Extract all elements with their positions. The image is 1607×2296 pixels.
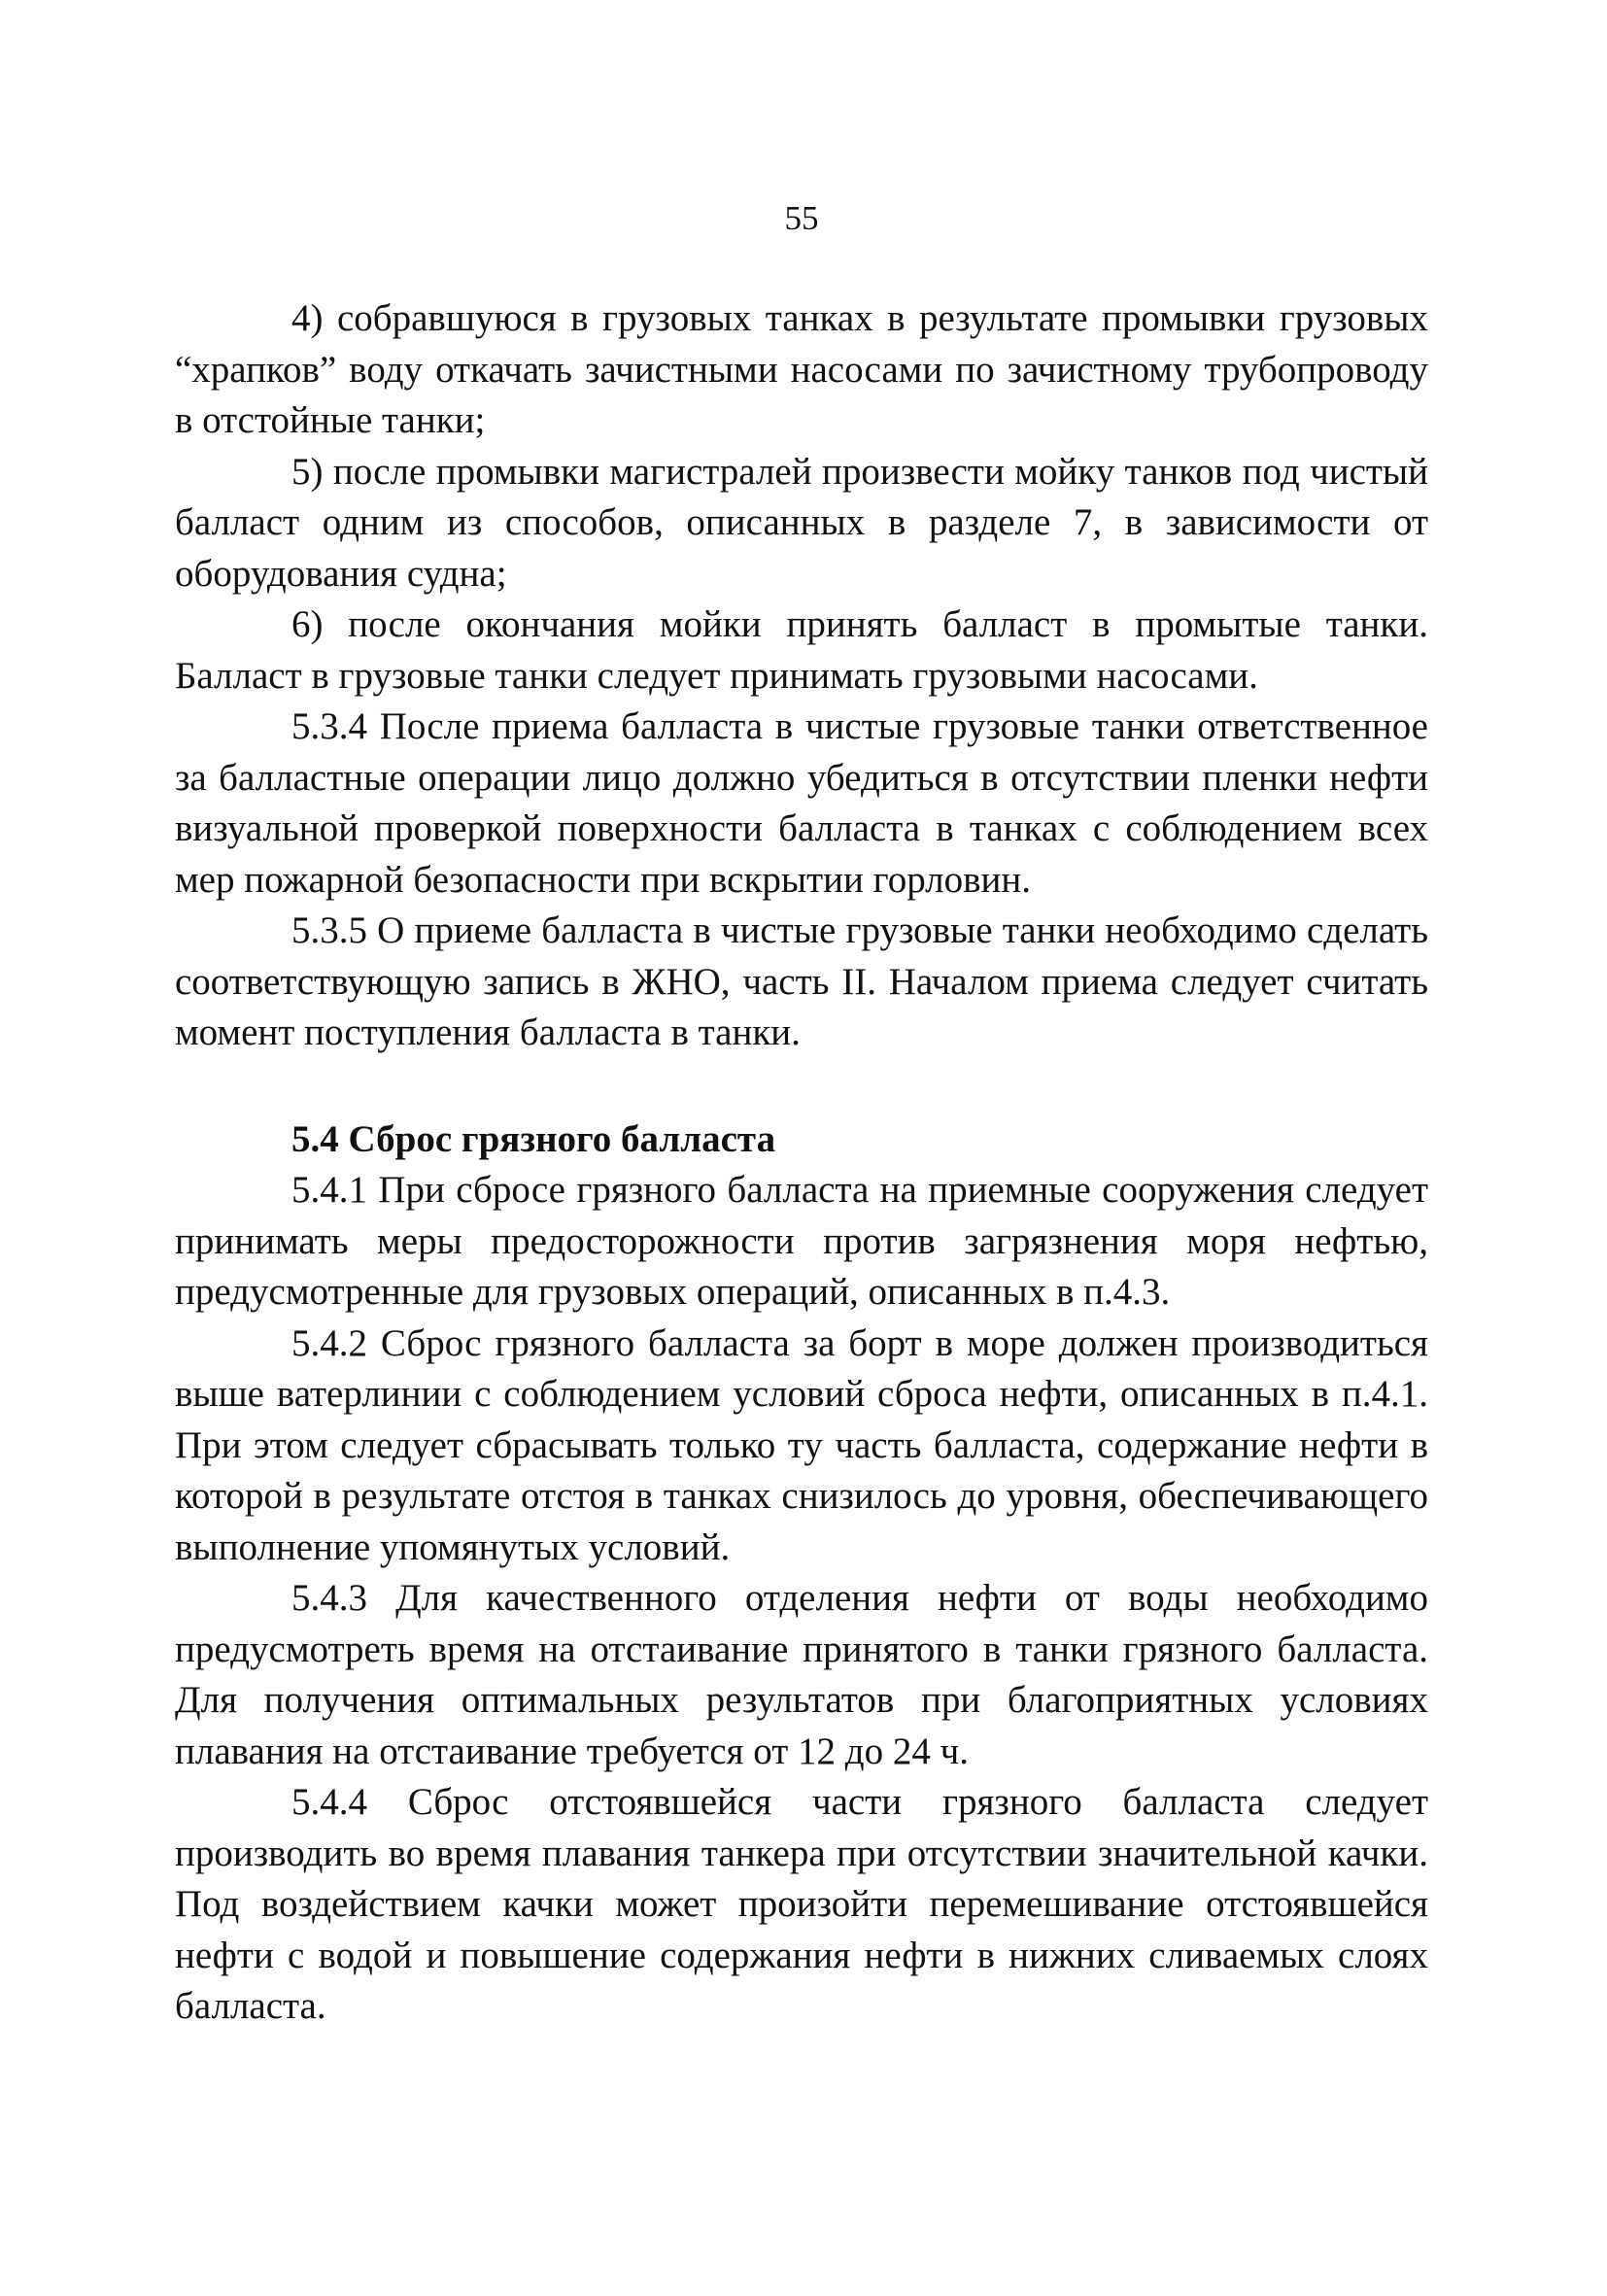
- paragraph-5-4-4: 5.4.4 Сброс отстоявшейся части грязного балласта следует производить во время плавания танкера при отсутствии значительной качки. Под воздействием качки может произойти перемешивание отстоявшейся нефти с водой и повышение содержания нефти в нижних сливаемых слоях балласта.: [175, 1781, 1428, 2027]
- page-number: 55: [784, 199, 819, 237]
- paragraph-item-5: 5) после промывки магистралей произвести мойку танков под чистый балласт одним из способов, описанных в разделе 7, в зависимости от оборудования судна;: [175, 450, 1428, 595]
- paragraph-item-6: 6) после окончания мойки принять балласт в промытые танки. Балласт в грузовые танки следует принимать грузовыми насосами.: [175, 603, 1428, 697]
- paragraph-5-4-3: 5.4.3 Для качественного отделения нефти от воды необходимо предусмотреть время на отстаивание принятого в танки грязного балласта. Для получения оптимальных результатов при благоприятных условиях плавания на отстаивание требуется от 12 до 24 ч.: [175, 1577, 1428, 1772]
- paragraph-5-4-1: 5.4.1 При сбросе грязного балласта на приемные сооружения следует принимать меры предосторожности против загрязнения моря нефтью, предусмотренные для грузовых операций, описанных в п.4.3.: [175, 1169, 1428, 1313]
- document-body: [175, 293, 1428, 2033]
- paragraph-5-4-2: 5.4.2 Сброс грязного балласта за борт в море должен производиться выше ватерлинии с соблюдением условий сброса нефти, описанных в п.4.1. При этом следует сбрасывать только ту часть балласта, содержание нефти в которой в результате отстоя в танках снизилось до уровня, обеспечивающего выполнение упомянутых условий.: [175, 1321, 1428, 1568]
- paragraph-item-4: 4) собравшуюся в грузовых танках в результате промывки грузовых “храпков” воду откачать зачистными насосами по зачистному трубопроводу в отстойные танки;: [175, 297, 1428, 441]
- paragraph-5-3-5: 5.3.5 О приеме балласта в чистые грузовые танки необходимо сделать соответствующую запись в ЖНО, часть II. Началом приема следует считать момент поступления балласта в танки.: [175, 909, 1428, 1053]
- section-heading-5-4: 5.4 Сброс грязного балласта: [291, 1117, 776, 1160]
- paragraph-5-3-4: 5.3.4 После приема балласта в чистые грузовые танки ответственное за балластные операции лицо должно убедиться в отсутствии пленки нефти визуальной проверкой поверхности балласта в танках с соблюдением всех мер пожарной безопасности при вскрытии горловин.: [175, 705, 1428, 901]
- document-page: [175, 0, 1428, 2296]
